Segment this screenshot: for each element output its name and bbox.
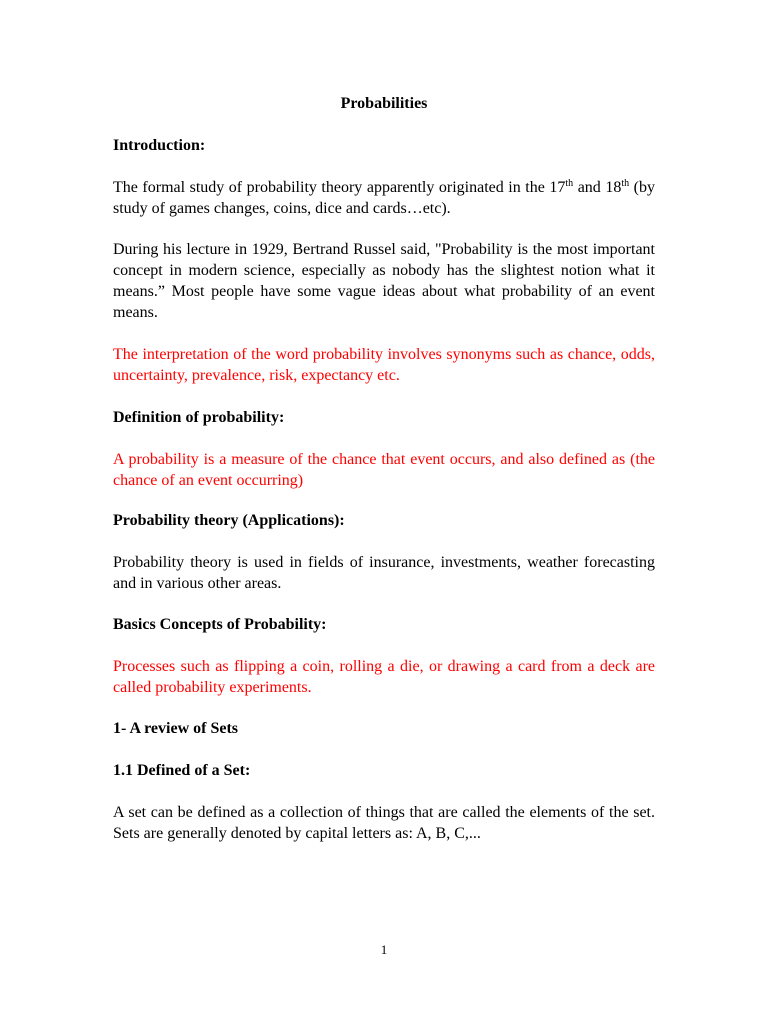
- definition-heading: Definition of probability:: [113, 409, 285, 426]
- page-number: 1: [380, 942, 388, 957]
- applications-heading: Probability theory (Applications):: [113, 512, 345, 529]
- definition-text: A probability is a measure of the chance that event occurs, and also defined as (the chance of an event occurring): [113, 451, 655, 489]
- basics-heading: Basics Concepts of Probability:: [113, 616, 327, 633]
- introduction-heading: Introduction:: [113, 137, 206, 154]
- introduction-paragraph-1: [113, 177, 655, 219]
- intro-text-part-3: (by study of games changes, coins, dice and cards…etc).: [113, 179, 656, 217]
- intro-text-part-1: The formal study of probability theory apparently originated in the 17: [113, 179, 566, 196]
- document-page: [113, 0, 655, 1024]
- applications-text: Probability theory is used in fields of insurance, investments, weather forecasting and in various other areas.: [113, 554, 655, 592]
- superscript-th-2: th: [621, 178, 630, 189]
- introduction-paragraph-3: The interpretation of the word probability involves synonyms such as chance, odds, uncertainty, prevalence, risk, expectancy etc.: [113, 346, 655, 384]
- document-title: Probabilities: [340, 95, 428, 112]
- sets-heading: 1- A review of Sets: [113, 720, 239, 737]
- sets-subheading: 1.1 Defined of a Set:: [113, 762, 251, 779]
- sets-text: A set can be defined as a collection of things that are called the elements of the set. Sets are generally denoted by capital letters as: A, B, C,...: [113, 804, 655, 842]
- intro-text-part-2: and 18: [573, 179, 622, 196]
- introduction-paragraph-2: During his lecture in 1929, Bertrand Russel said, "Probability is the most important concept in modern science, especially as nobody has the slightest notion what it means.” Most people have some vague ideas about what probability of an event means.: [113, 241, 655, 321]
- basics-text: Processes such as flipping a coin, rolling a die, or drawing a card from a deck are called probability experiments.: [113, 658, 655, 696]
- superscript-th-1: th: [565, 178, 574, 189]
